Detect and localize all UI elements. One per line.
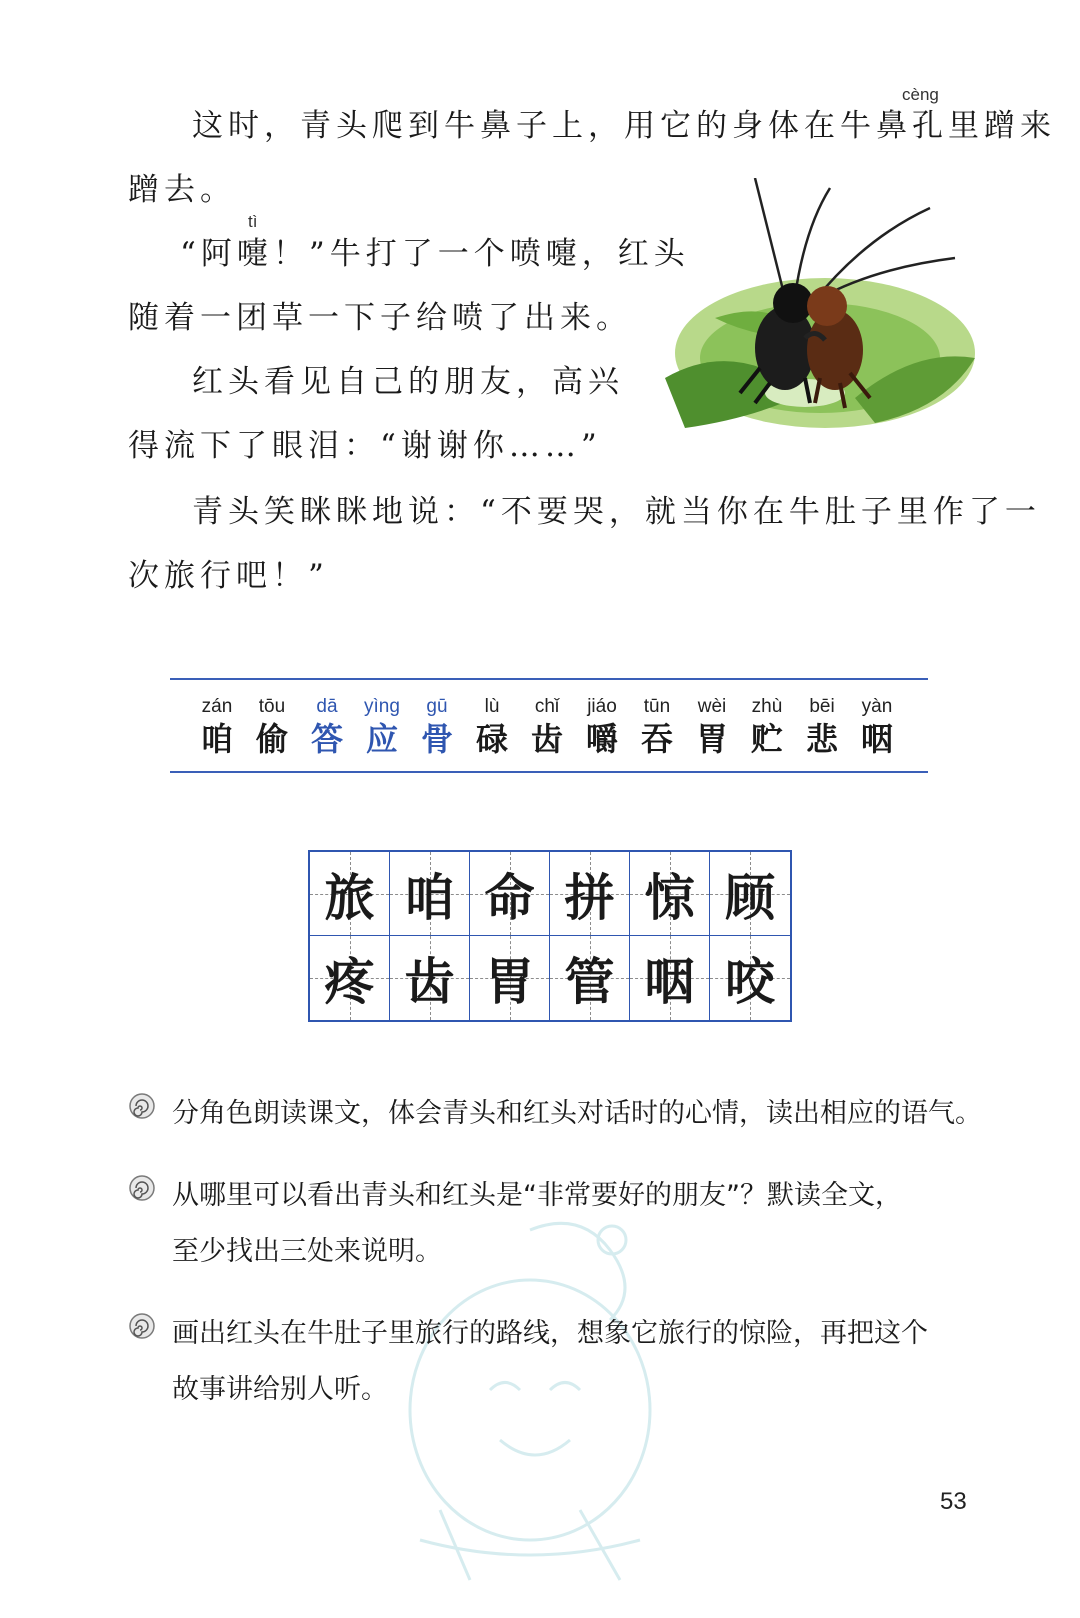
crickets-illustration [655,178,985,448]
write-char-cell: 齿 [390,936,470,1020]
story-line-8: 次旅行吧！” [128,558,329,594]
recognize-char-8: jiáo 嚼 [585,696,618,758]
recognize-char-9: tūn 吞 [640,696,673,758]
exercise-1-line-1: 分角色朗读课文，体会青头和红头对话时的心情，读出相应的语气。 [172,1098,982,1129]
story-line-2: 蹭去。 [128,172,236,208]
recognize-char-11: zhù 贮 [750,696,783,758]
write-char-cell: 咱 [390,852,470,936]
write-char-cell: 管 [550,936,630,1020]
write-char-cell: 旅 [310,852,390,936]
swirl-icon [128,1092,156,1120]
write-char-cell: 惊 [630,852,710,936]
exercise-3-line-2: 故事讲给别人听。 [172,1374,388,1405]
write-char-cell: 拼 [550,852,630,936]
write-char-cell: 疼 [310,936,390,1020]
write-char-cell: 咬 [710,936,790,1020]
write-char-cell: 命 [470,852,550,936]
recognize-char-3: dā 答 [310,696,343,758]
story-line-4: 随着一团草一下子给喷了出来。 [128,300,632,336]
recognize-char-5: gū 骨 [420,696,453,758]
write-char-cell: 胃 [470,936,550,1020]
recognize-char-4: yìng 应 [364,696,400,758]
story-line-6: 得流下了眼泪：“谢谢你……” [128,428,602,464]
exercise-2-line-2: 至少找出三处来说明。 [172,1236,442,1267]
story-line-3: “阿嚏！”牛打了一个喷嚏，红头 [180,236,690,272]
story-line-7: 青头笑眯眯地说：“不要哭，就当你在牛肚子里作了一 [192,494,1041,530]
recognize-char-13: yàn 咽 [860,696,893,758]
recognize-char-12: bēi 悲 [805,696,838,758]
pinyin-ti: tì [248,212,258,231]
exercise-3-line-1: 画出红头在牛肚子里旅行的路线，想象它旅行的惊险，再把这个 [172,1318,928,1349]
band-top-line [170,678,928,680]
recognize-char-6: lù 碌 [475,696,508,758]
band-bottom-line [170,771,928,773]
page-number: 53 [940,1488,967,1515]
write-char-cell: 咽 [630,936,710,1020]
exercise-2-line-1: 从哪里可以看出青头和红头是“非常要好的朋友”？默读全文， [172,1180,902,1211]
swirl-icon [128,1174,156,1202]
story-line-5: 红头看见自己的朋友，高兴 [192,364,624,400]
pinyin-ceng: cèng [902,85,939,104]
recognize-char-1: zán 咱 [200,696,233,758]
recognize-char-10: wèi 胃 [695,696,728,758]
write-char-cell: 顾 [710,852,790,936]
recognize-char-2: tōu 偷 [255,696,288,758]
recognize-char-7: chǐ 齿 [530,696,563,758]
story-line-1: 这时，青头爬到牛鼻子上，用它的身体在牛鼻孔里蹭来 [192,108,1056,144]
swirl-icon [128,1312,156,1340]
writing-grid [308,850,792,1022]
